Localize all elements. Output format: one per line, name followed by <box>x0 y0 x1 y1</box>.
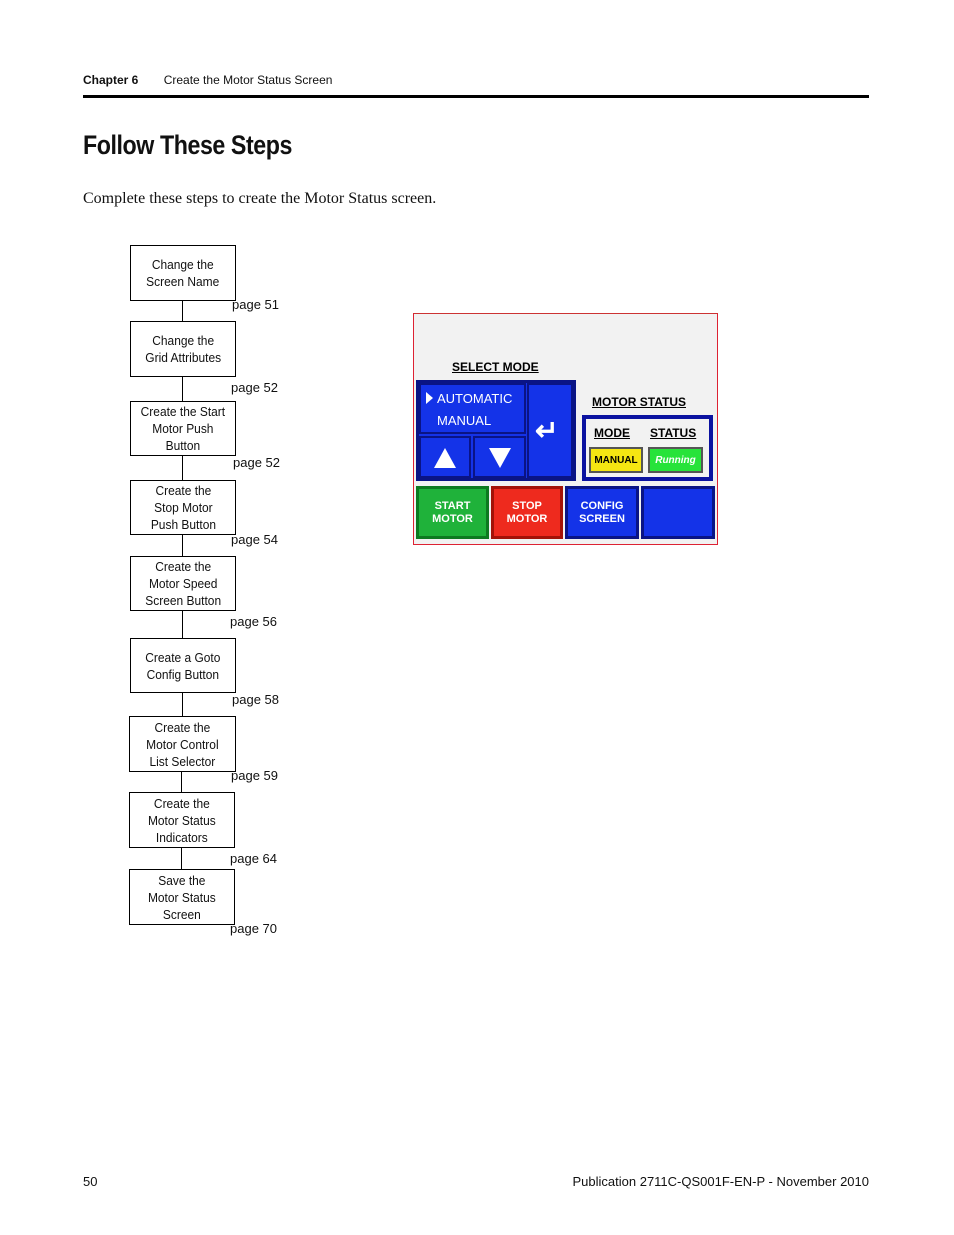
connector-5 <box>182 611 183 638</box>
section-label: Create the Motor Status Screen <box>163 73 333 87</box>
step-box-5 <box>130 556 236 611</box>
motor-status-frame <box>582 415 713 481</box>
motor-status-inner <box>586 419 709 477</box>
step-text-1: Change the Screen Name <box>146 257 220 289</box>
blank-button[interactable] <box>641 486 715 539</box>
step-page-4: page 54 <box>231 532 278 547</box>
mode-indicator: MANUAL <box>589 447 643 473</box>
status-indicator: Running <box>648 447 703 473</box>
connector-7 <box>181 772 182 792</box>
step-page-1: page 51 <box>232 297 279 312</box>
step-page-3: page 52 <box>233 455 280 470</box>
enter-button[interactable] <box>527 383 573 478</box>
connector-4 <box>182 535 183 556</box>
select-mode-label: SELECT MODE <box>452 360 539 374</box>
step-page-7: page 59 <box>231 768 278 783</box>
list-item-manual[interactable]: MANUAL <box>437 413 492 428</box>
down-arrow-icon <box>489 448 511 468</box>
connector-1 <box>182 301 183 321</box>
connector-6 <box>182 693 183 716</box>
step-box-3 <box>130 401 236 456</box>
step-box-4 <box>130 480 236 535</box>
publication-info: Publication 2711C-QS001F-EN-P - November 2010 <box>572 1174 869 1189</box>
step-page-9: page 70 <box>230 921 277 936</box>
step-box-1 <box>130 245 236 301</box>
step-page-5: page 56 <box>230 614 277 629</box>
step-text-7: Create the Motor Control List Selector <box>146 719 219 769</box>
motor-status-label: MOTOR STATUS <box>592 395 686 409</box>
stop-motor-button[interactable]: STOP MOTOR <box>491 486 563 539</box>
motor-status-screen-figure <box>413 313 718 545</box>
step-box-2 <box>130 321 236 377</box>
step-text-5: Create the Motor Speed Screen Button <box>145 559 221 608</box>
step-text-4: Create the Stop Motor Push Button <box>150 483 216 532</box>
step-text-6: Create a Goto Config Button <box>145 649 221 682</box>
step-page-2: page 52 <box>231 380 278 395</box>
intro-text: Complete these steps to create the Motor Status screen. <box>83 190 437 207</box>
config-screen-button[interactable]: CONFIG SCREEN <box>565 486 639 539</box>
step-page-6: page 58 <box>232 692 279 707</box>
list-item-automatic[interactable]: AUTOMATIC <box>437 391 513 406</box>
step-text-8: Create the Motor Status Indicators <box>148 795 216 845</box>
step-page-8: page 64 <box>230 851 277 866</box>
chapter-label: Chapter 6 <box>83 73 139 87</box>
scroll-up-button[interactable] <box>419 436 471 478</box>
scroll-down-button[interactable] <box>473 436 526 478</box>
connector-3 <box>182 456 183 480</box>
selection-caret-icon <box>426 392 433 404</box>
header-rule <box>83 95 869 98</box>
mode-list-selector[interactable] <box>419 383 526 434</box>
start-motor-button[interactable]: START MOTOR <box>416 486 489 539</box>
up-arrow-icon <box>434 448 456 468</box>
step-box-8 <box>129 792 235 848</box>
connector-8 <box>181 848 182 869</box>
running-header <box>83 73 332 87</box>
step-box-9 <box>129 869 235 925</box>
step-text-3: Create the Start Motor Push Button <box>140 404 226 453</box>
step-text-2: Change the Grid Attributes <box>145 333 221 365</box>
status-label: STATUS <box>650 426 697 440</box>
step-box-7 <box>129 716 236 772</box>
enter-arrow-icon: ↵ <box>535 415 559 446</box>
mode-label: MODE <box>594 426 630 440</box>
step-text-9: Save the Motor Status Screen <box>148 872 216 922</box>
step-box-6 <box>130 638 236 693</box>
page-title: Follow These Steps <box>83 130 293 160</box>
connector-2 <box>182 377 183 401</box>
page-number: 50 <box>83 1174 98 1189</box>
